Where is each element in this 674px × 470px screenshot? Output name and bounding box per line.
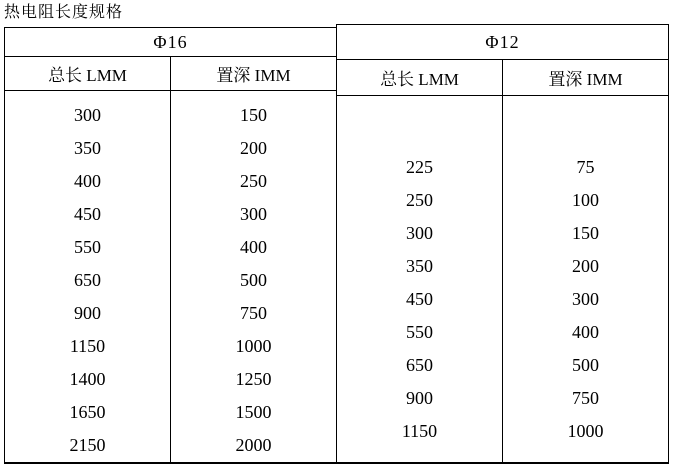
spec-value: 225: [406, 157, 433, 177]
spec-value: 200: [240, 138, 267, 158]
spec-value: 1150: [69, 336, 106, 356]
spec-value: 1400: [69, 369, 106, 389]
spec-value: 1500: [235, 402, 272, 422]
spec-value: 2000: [235, 435, 272, 455]
phi12-insertion-depth-header: 置深 IMM: [502, 60, 668, 95]
spec-value: 450: [74, 204, 101, 224]
spec-value: 300: [240, 204, 267, 224]
phi16-insertion-depth-header: 置深 IMM: [170, 57, 336, 90]
phi16-total-length-header: 总长 LMM: [48, 66, 127, 85]
spec-value: 200: [572, 256, 599, 276]
phi16-data-area: [5, 91, 336, 462]
spec-table-phi12: [336, 24, 669, 464]
phi12-insertion-depth-column: [502, 96, 668, 462]
phi16-total-length-column: [5, 91, 170, 462]
spec-value: 150: [240, 105, 267, 125]
spec-value: 300: [406, 223, 433, 243]
phi12-column-header-row: [337, 60, 668, 96]
spec-value: 350: [406, 256, 433, 276]
phi12-total-length-header: 总长 LMM: [380, 70, 459, 89]
spec-value: 150: [572, 223, 599, 243]
spec-value: 1000: [567, 421, 604, 441]
spec-value: 300: [572, 289, 599, 309]
document-title: 热电阻长度规格: [4, 4, 124, 21]
spec-value: 500: [240, 270, 267, 290]
phi12-data-area: [337, 96, 668, 462]
spec-value: 900: [406, 388, 433, 408]
phi12-total-length-column: [337, 96, 502, 462]
spec-table-phi16: [4, 27, 337, 464]
spec-value: 400: [240, 237, 267, 257]
spec-value: 650: [406, 355, 433, 375]
spec-value: 550: [406, 322, 433, 342]
spec-value: 1150: [401, 421, 438, 441]
spec-value: 550: [74, 237, 101, 257]
spec-value: 500: [572, 355, 599, 375]
spec-value: 650: [74, 270, 101, 290]
spec-value: 350: [74, 138, 101, 158]
spec-value: 75: [576, 157, 595, 177]
spec-value: 1650: [69, 402, 106, 422]
phi12-diameter-header: Φ12: [337, 25, 668, 60]
spec-value: 900: [74, 303, 101, 323]
spec-value: 300: [74, 105, 101, 125]
spec-value: 450: [406, 289, 433, 309]
spec-value: 400: [572, 322, 599, 342]
spec-value: 750: [572, 388, 599, 408]
spec-value: 1250: [235, 369, 272, 389]
spec-value: 750: [240, 303, 267, 323]
spec-value: 250: [406, 190, 433, 210]
spec-value: 250: [240, 171, 267, 191]
spec-value: 1000: [235, 336, 272, 356]
spec-value: 2150: [69, 435, 106, 455]
phi16-column-header-row: [5, 57, 336, 91]
spec-value: 100: [572, 190, 599, 210]
phi16-diameter-header: Φ16: [5, 28, 336, 57]
spec-value: 400: [74, 171, 101, 191]
phi16-insertion-depth-column: [170, 91, 336, 462]
